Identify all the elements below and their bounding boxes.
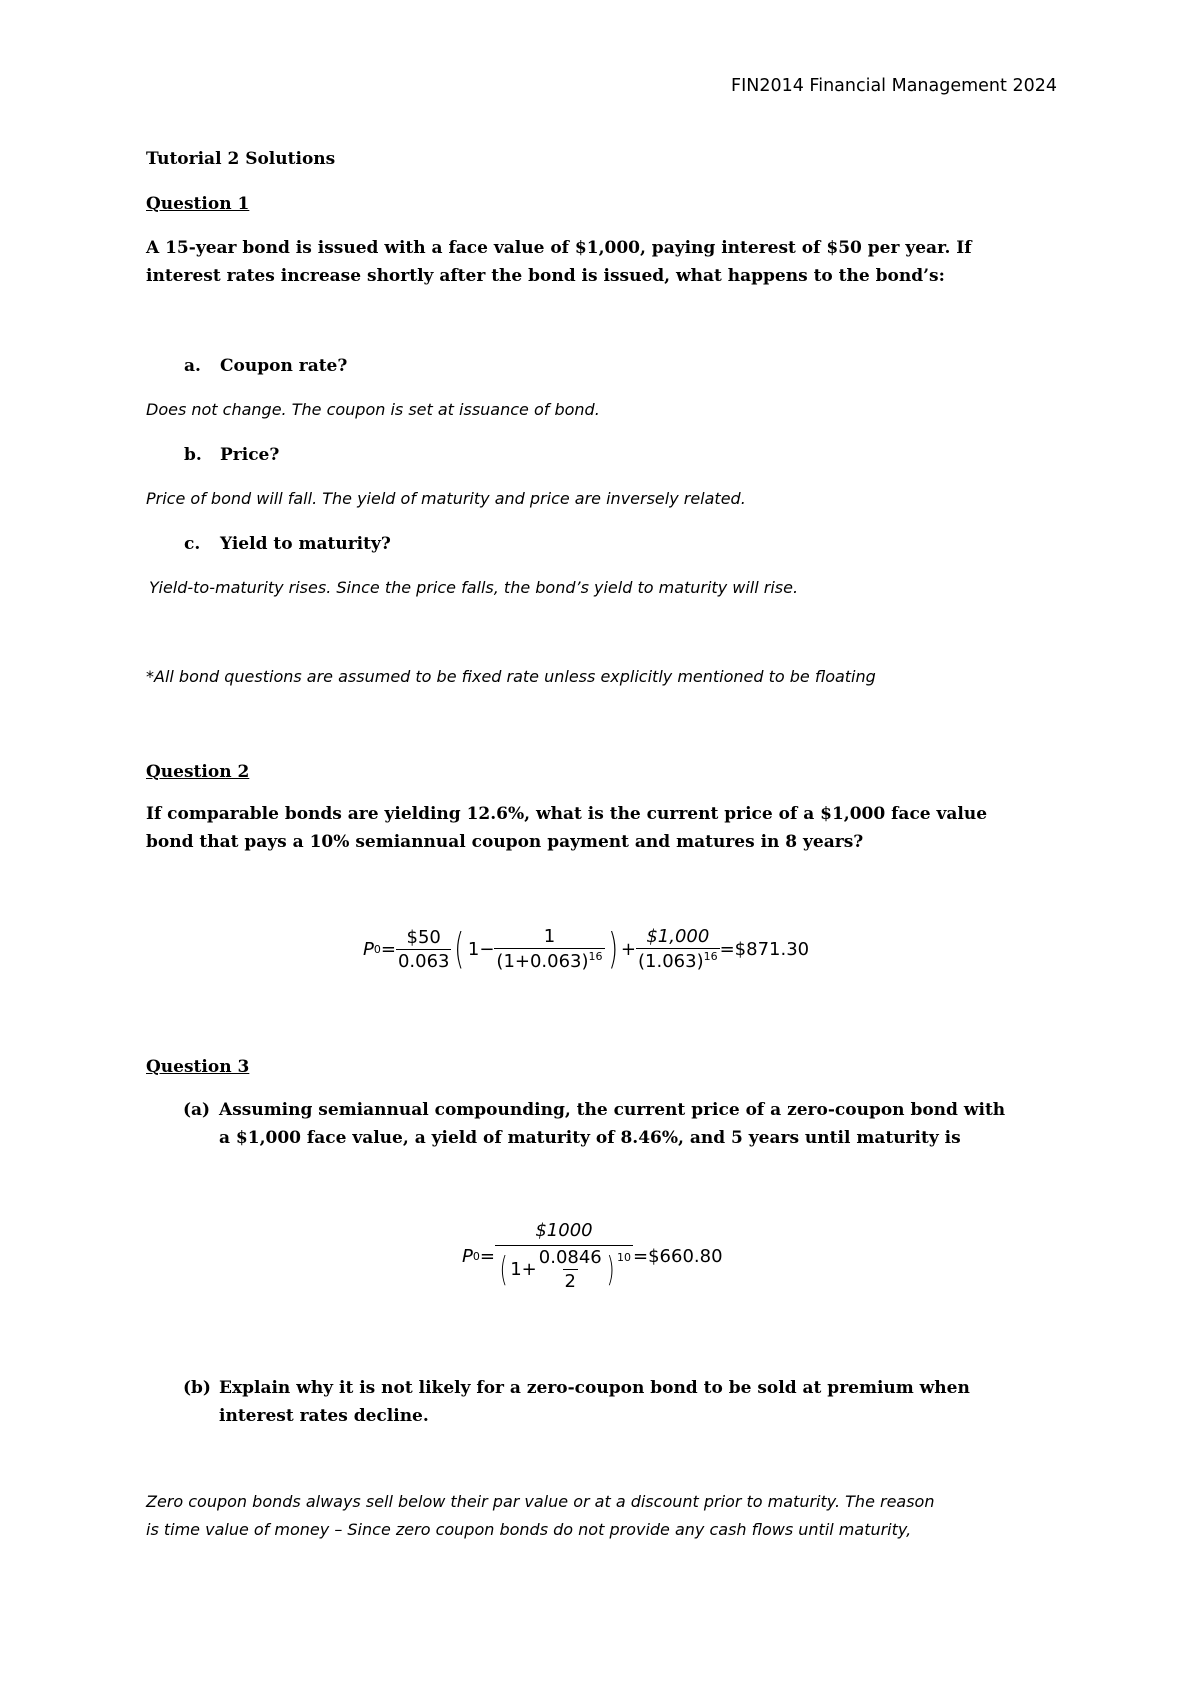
- q2-num2: 1: [543, 926, 556, 947]
- q1-a-answer: Does not change. The coupon is set at issuance of bond.: [146, 400, 600, 419]
- q2-formula-eq: =: [380, 938, 396, 960]
- q2-fraction-coupon: [396, 927, 452, 972]
- q1-part-c: [184, 530, 391, 558]
- q3-inner-one: 1+: [510, 1259, 537, 1280]
- q3-fraction-main: [495, 1220, 633, 1292]
- page-title: Tutorial 2 Solutions: [146, 149, 336, 169]
- q2-den1: 0.063: [397, 950, 450, 972]
- q2-fraction-face: [636, 926, 720, 972]
- q3-b-line1: Explain why it is not likely for a zero-coupon bond to be sold at premium when: [219, 1378, 970, 1398]
- q3-exp: 10: [617, 1251, 632, 1264]
- q3-b-line2: interest rates decline.: [219, 1406, 429, 1426]
- q1-b-text: Price?: [220, 445, 280, 465]
- q2-text-line1: If comparable bonds are yielding 12.6%, what is the current price of a $1,000 face value: [146, 804, 988, 824]
- q1-part-b: [184, 441, 279, 469]
- q1-c-text: Yield to maturity?: [220, 534, 391, 554]
- q3-heading: Question 3: [146, 1057, 250, 1077]
- q2-den2: $(1+0.063)^{16}$: [496, 950, 603, 972]
- q2-right-paren: ): [607, 924, 618, 973]
- q1-heading: Question 1: [146, 194, 250, 214]
- q2-text-line2: bond that pays a 10% semiannual coupon payment and matures in 8 years?: [146, 832, 864, 852]
- q3-answer-line2: is time value of money – Since zero coupon bonds do not provide any cash flows until maturity,: [146, 1520, 912, 1539]
- q3-inner-num: 0.0846: [538, 1247, 602, 1268]
- q3-b-label: (b): [183, 1378, 211, 1398]
- q2-result: =$871.30: [719, 938, 810, 960]
- q1-text-line1: A 15-year bond is issued with a face value of $1,000, paying interest of $50 per year. If: [146, 238, 972, 258]
- q1-note: *All bond questions are assumed to be fixed rate unless explicitly mentioned to be floating: [146, 667, 876, 686]
- q3-part-a-line1: [183, 1096, 1005, 1124]
- q3-formula-eq: =: [479, 1245, 495, 1267]
- q3-answer-line1: Zero coupon bonds always sell below their par value or at a discount prior to maturity. The reason: [146, 1492, 935, 1511]
- q1-c-label: c.: [184, 534, 201, 554]
- q3-formula: [462, 1206, 723, 1306]
- q3-num: $1000: [535, 1220, 593, 1241]
- q2-one-minus: 1−: [467, 938, 495, 960]
- q2-fraction-discount: [494, 926, 604, 972]
- q3-a-label: (a): [183, 1100, 211, 1120]
- q2-formula-sub: 0: [373, 942, 381, 956]
- q2-left-paren: (: [454, 924, 465, 973]
- q1-c-answer: Yield-to-maturity rises. Since the price falls, the bond’s yield to maturity will rise.: [149, 578, 799, 597]
- q2-formula-p: P: [363, 938, 374, 960]
- q1-text-line2: interest rates increase shortly after the bond is issued, what happens to the bond’s:: [146, 266, 945, 286]
- q2-num3: $1,000: [646, 926, 710, 947]
- q3-part-b-line1: [183, 1374, 970, 1402]
- q3-a-line1: Assuming semiannual compounding, the current price of a zero-coupon bond with: [219, 1100, 1006, 1120]
- q1-b-label: b.: [184, 445, 202, 465]
- q2-den3: $(1.063)^{16}$: [638, 950, 718, 972]
- q2-num1: $50: [406, 926, 441, 948]
- q2-plus: +: [620, 938, 637, 960]
- q1-a-label: a.: [184, 356, 201, 376]
- q1-part-a: [184, 352, 347, 380]
- q2-heading: Question 2: [146, 762, 250, 782]
- q3-a-line2: a $1,000 face value, a yield of maturity of 8.46%, and 5 years until maturity is: [219, 1128, 961, 1148]
- q1-a-text: Coupon rate?: [220, 356, 348, 376]
- q2-formula: [363, 914, 809, 984]
- q3-result: =$660.80: [633, 1245, 723, 1267]
- q3-den: ( 1+ $\frac{0.0846}{2}$ ) $^{10}$: [495, 1245, 633, 1292]
- q3-formula-sub: 0: [472, 1249, 480, 1263]
- page-header: FIN2014 Financial Management 2024: [731, 76, 1057, 96]
- q3-inner-fraction: [537, 1247, 604, 1292]
- q3-formula-p: P: [462, 1245, 473, 1267]
- q1-b-answer: Price of bond will fall. The yield of maturity and price are inversely related.: [146, 489, 746, 508]
- q3-inner-den: 2: [564, 1271, 576, 1292]
